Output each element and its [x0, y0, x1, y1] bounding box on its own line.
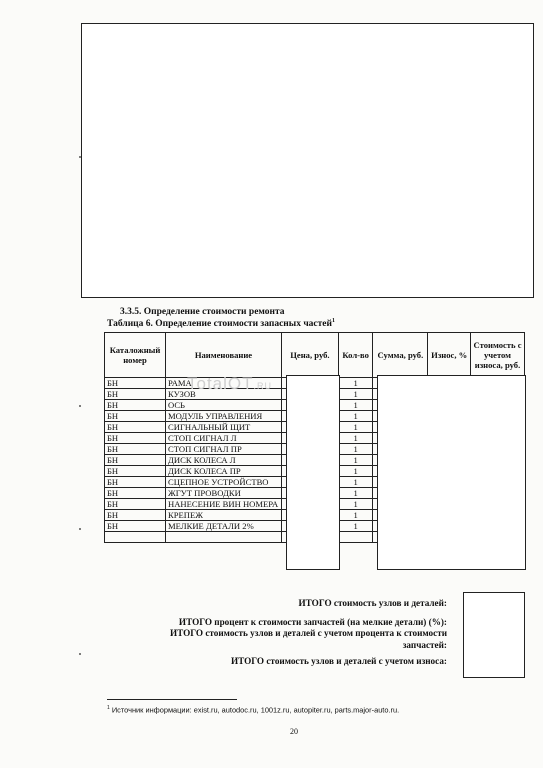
total-with-wear-label: ИТОГО стоимость узлов и деталей с учетом износа:: [230, 656, 447, 666]
cell-name: ЖГУТ ПРОВОДКИ: [166, 488, 282, 499]
cell-name: ОСЬ: [166, 400, 282, 411]
header-quantity: Кол-во: [338, 333, 373, 378]
cell-quantity: 1: [338, 378, 373, 389]
cell-name: СЦЕПНОЕ УСТРОЙСТВО: [166, 477, 282, 488]
cell-catalog-number: БН: [105, 510, 166, 521]
cell-quantity: 1: [338, 455, 373, 466]
cell-quantity: 1: [338, 499, 373, 510]
section-heading: 3.3.5. Определение стоимости ремонта: [120, 307, 285, 317]
cell-name: ДИСК КОЛЕСА ПР: [166, 466, 282, 477]
cell-quantity: 1: [338, 389, 373, 400]
header-catalog-number: Каталожный номер: [105, 333, 166, 378]
cell-catalog-number: БН: [105, 400, 166, 411]
cell-name: МОДУЛЬ УПРАВЛЕНИЯ: [166, 411, 282, 422]
cell-quantity: 1: [338, 444, 373, 455]
cell-name: СТОП СИГНАЛ ПР: [166, 444, 282, 455]
cell-name: НАНЕСЕНИЕ ВИН НОМЕРА: [166, 499, 282, 510]
header-value-with-wear: Стоимость с учетом износа, руб.: [471, 333, 525, 378]
cell-name: КУЗОВ: [166, 389, 282, 400]
cell-quantity: 1: [338, 422, 373, 433]
table-header-row: [105, 333, 525, 378]
cell-name: ДИСК КОЛЕСА Л: [166, 455, 282, 466]
cell-name: СИГНАЛЬНЫЙ ЩИТ: [166, 422, 282, 433]
total-parts-cost-label: ИТОГО стоимость узлов и деталей:: [298, 598, 447, 608]
footnote: [107, 705, 399, 714]
cell-name: СТОП СИГНАЛ Л: [166, 433, 282, 444]
cell-quantity: 1: [338, 510, 373, 521]
cell-name: МЕЛКИЕ ДЕТАЛИ 2%: [166, 521, 282, 532]
cell-catalog-number: БН: [105, 433, 166, 444]
cell-name: КРЕПЕЖ: [166, 510, 282, 521]
cell-catalog-number: БН: [105, 378, 166, 389]
cell-empty: [105, 532, 166, 543]
photo-placeholder-frame: [81, 23, 534, 298]
cell-catalog-number: БН: [105, 499, 166, 510]
cell-catalog-number: БН: [105, 444, 166, 455]
scan-dot: [79, 653, 81, 655]
calculation-columns-frame: [377, 375, 526, 570]
footnote-ref: 1: [107, 705, 110, 711]
cell-quantity: 1: [338, 466, 373, 477]
cell-catalog-number: БН: [105, 411, 166, 422]
cell-catalog-number: БН: [105, 389, 166, 400]
page-number: 20: [290, 727, 298, 736]
cell-catalog-number: БН: [105, 477, 166, 488]
totals-value-frame: [463, 592, 525, 678]
scan-dot: [79, 156, 81, 158]
cell-name: РАМА: [166, 378, 282, 389]
cell-empty: [166, 532, 282, 543]
cell-catalog-number: БН: [105, 422, 166, 433]
watermark-suffix: .RU: [253, 381, 273, 391]
footnote-text: Источник информации: exist.ru, autodoc.ru, 1001z.ru, autopiter.ru, parts.major-auto.ru.: [111, 705, 400, 715]
cell-quantity: 1: [338, 521, 373, 532]
total-with-percent-label: ИТОГО стоимость узлов и деталей с учетом процента к стоимости: [169, 628, 447, 638]
header-name: Наименование: [166, 333, 282, 378]
cell-quantity: 1: [338, 400, 373, 411]
cell-catalog-number: БН: [105, 488, 166, 499]
cell-quantity: 1: [338, 477, 373, 488]
table-caption-text: Таблица 6. Определение стоимости запасных частей: [107, 319, 332, 330]
cell-empty: [338, 532, 373, 543]
header-wear: Износ, %: [428, 333, 471, 378]
cell-catalog-number: БН: [105, 466, 166, 477]
cell-catalog-number: БН: [105, 455, 166, 466]
total-with-percent-label-cont: запчастей:: [402, 640, 447, 650]
cell-quantity: 1: [338, 433, 373, 444]
price-column-frame: [286, 375, 340, 570]
watermark-text: TotalOT: [187, 374, 254, 393]
footnote-rule: [107, 699, 237, 700]
header-sum: Сумма, руб.: [373, 333, 428, 378]
scan-dot: [79, 528, 81, 530]
total-small-parts-percent-label: ИТОГО процент к стоимости запчастей (на мелкие детали) (%):: [178, 617, 447, 627]
scan-dot: [79, 405, 81, 407]
cell-catalog-number: БН: [105, 521, 166, 532]
table-caption: [107, 318, 335, 329]
cell-quantity: 1: [338, 488, 373, 499]
cell-quantity: 1: [338, 411, 373, 422]
header-price: Цена, руб.: [281, 333, 338, 378]
table-caption-footnote-ref: 1: [332, 318, 335, 324]
